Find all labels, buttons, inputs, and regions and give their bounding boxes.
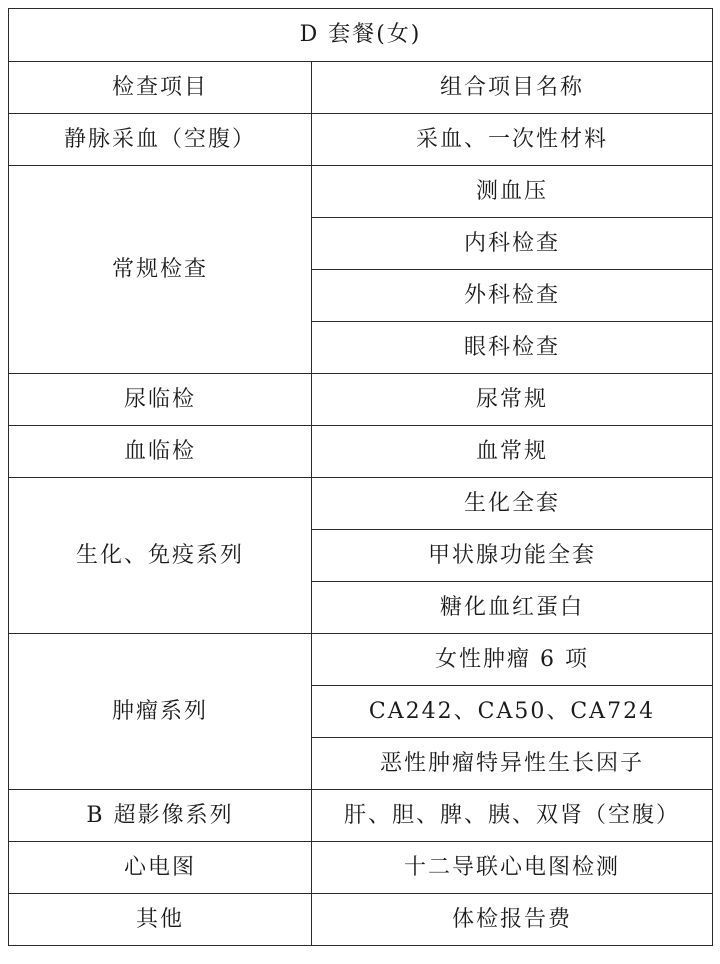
item-cell: 内科检查 [312,218,713,270]
category-cell: 心电图 [9,842,312,894]
category-cell: B 超影像系列 [9,790,312,842]
table-row [9,842,713,894]
category-cell: 常规检查 [9,166,312,374]
item-cell: 女性肿瘤 6 项 [312,634,713,686]
category-cell: 生化、免疫系列 [9,478,312,634]
item-cell: 十二导联心电图检测 [312,842,713,894]
table-row [9,634,713,686]
item-cell: 眼科检查 [312,322,713,374]
table-row [9,790,713,842]
table-row [9,374,713,426]
category-cell: 肿瘤系列 [9,634,312,790]
item-cell: 测血压 [312,166,713,218]
item-cell: 尿常规 [312,374,713,426]
header-check-item: 检查项目 [9,62,312,114]
category-cell: 血临检 [9,426,312,478]
table-row [9,894,713,946]
title-row [9,9,713,62]
category-cell: 其他 [9,894,312,946]
header-row [9,62,713,114]
table-row [9,426,713,478]
table-row [9,478,713,530]
item-cell: 血常规 [312,426,713,478]
item-cell: 生化全套 [312,478,713,530]
category-cell: 静脉采血（空腹） [9,114,312,166]
item-cell: 恶性肿瘤特异性生长因子 [312,738,713,790]
item-cell: 糖化血红蛋白 [312,582,713,634]
item-cell: 肝、胆、脾、胰、双肾（空腹） [312,790,713,842]
table-row [9,114,713,166]
table-title: D 套餐(女) [9,9,713,62]
package-table [8,8,713,946]
header-combo-item-name: 组合项目名称 [312,62,713,114]
item-cell: CA242、CA50、CA724 [312,686,713,738]
item-cell: 采血、一次性材料 [312,114,713,166]
item-cell: 外科检查 [312,270,713,322]
item-cell: 体检报告费 [312,894,713,946]
category-cell: 尿临检 [9,374,312,426]
item-cell: 甲状腺功能全套 [312,530,713,582]
table-row [9,166,713,218]
